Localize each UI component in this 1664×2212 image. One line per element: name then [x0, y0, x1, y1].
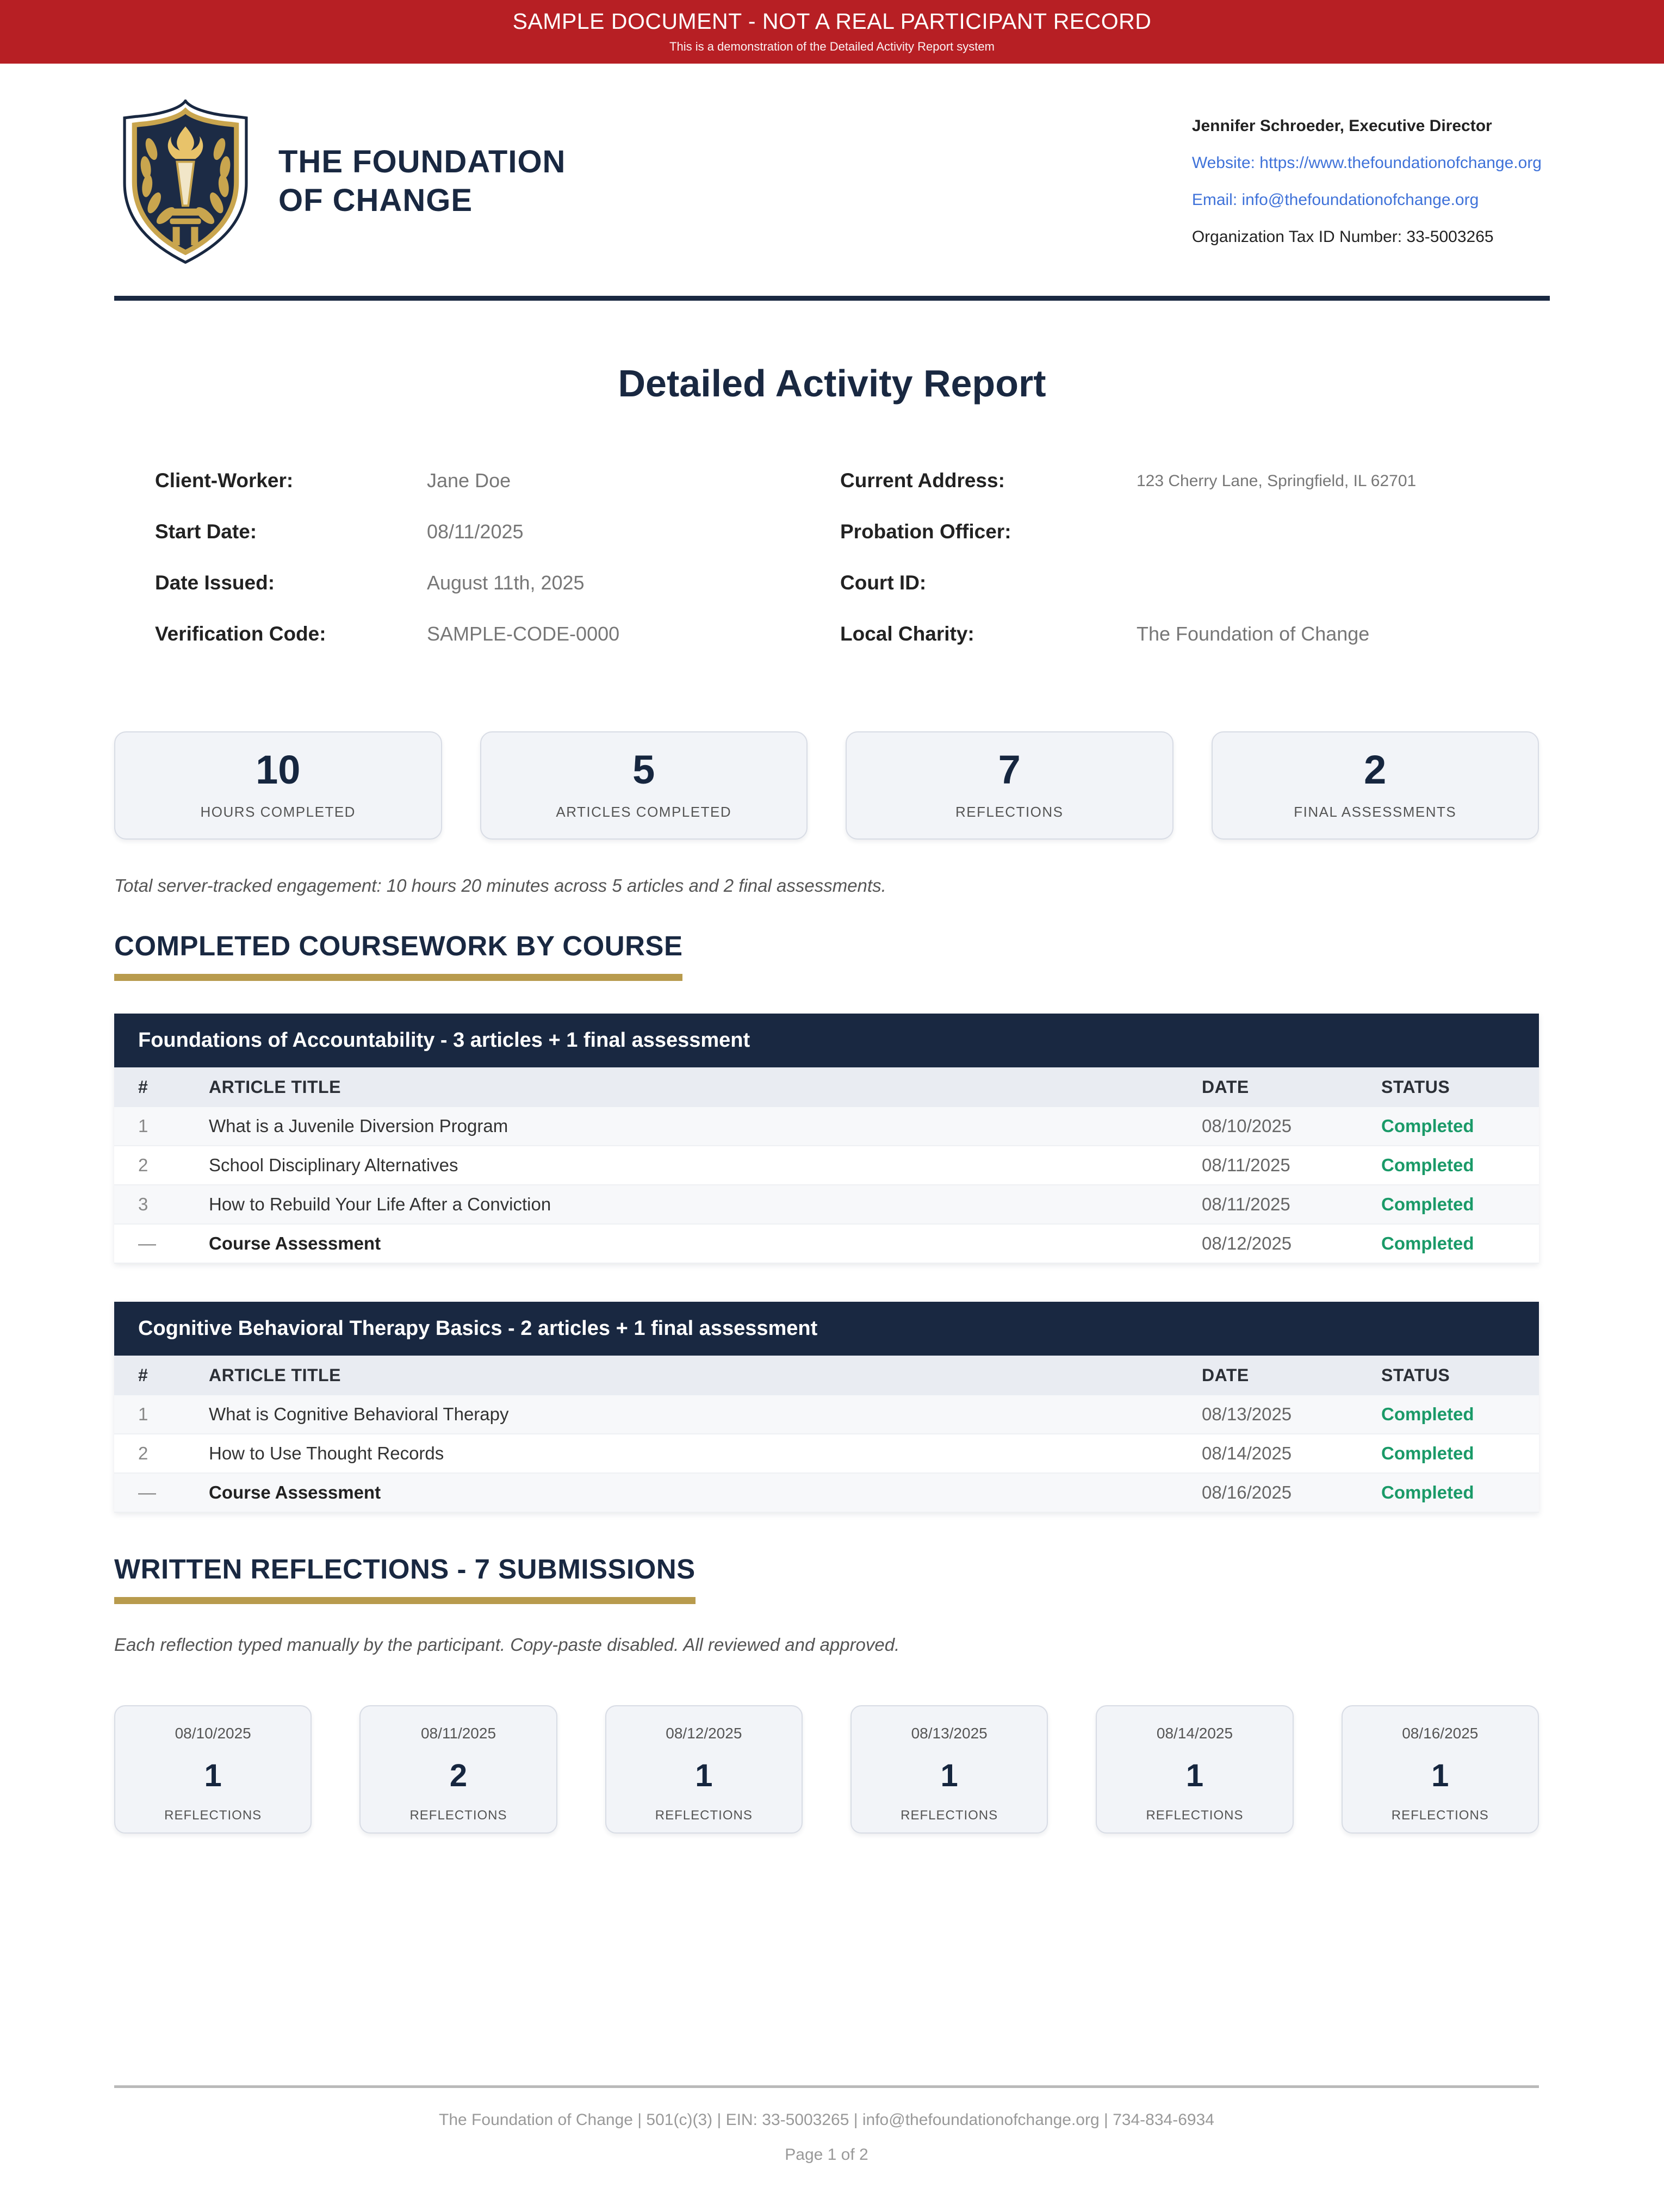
reflection-cards-row — [114, 1705, 1539, 1834]
org-brand — [114, 100, 566, 264]
reflection-count: 2 — [449, 1758, 468, 1793]
reflections-note: Each reflection typed manually by the participant. Copy-paste disabled. All reviewed and approved. — [114, 1635, 900, 1655]
field-label-start-date: Start Date: — [155, 520, 257, 543]
field-value-probation-officer — [1137, 520, 1539, 543]
reflections-section-heading: WRITTEN REFLECTIONS - 7 SUBMISSIONS — [114, 1553, 696, 1604]
engagement-note: Total server-tracked engagement: 10 hours 20 minutes across 5 articles and 2 final assessments. — [114, 875, 886, 896]
field-label-client-worker: Client-Worker: — [155, 469, 294, 492]
status-badge: Completed — [1381, 1194, 1474, 1214]
article-date: 08/13/2025 — [1202, 1404, 1292, 1424]
sample-warning-banner — [0, 0, 1664, 64]
column-header-title: ARTICLE TITLE — [209, 1077, 341, 1097]
org-contact-block — [1192, 97, 1542, 266]
reflection-date: 08/14/2025 — [1156, 1725, 1233, 1742]
article-date: 08/11/2025 — [1202, 1194, 1290, 1214]
stat-value: 10 — [256, 747, 301, 792]
document-header — [114, 97, 1542, 266]
sample-banner-title: SAMPLE DOCUMENT - NOT A REAL PARTICIPANT RECORD — [512, 9, 1152, 34]
column-header-title: ARTICLE TITLE — [209, 1365, 341, 1385]
footer-page-number: Page 1 of 2 — [785, 2146, 868, 2164]
reflection-card — [359, 1705, 557, 1834]
status-badge: Completed — [1381, 1233, 1474, 1253]
reflection-card — [605, 1705, 803, 1834]
stat-label: ARTICLES COMPLETED — [556, 804, 732, 820]
article-title: How to Rebuild Your Life After a Conviction — [209, 1194, 551, 1214]
status-badge: Completed — [1381, 1116, 1474, 1136]
article-title: What is a Juvenile Diversion Program — [209, 1116, 508, 1136]
column-header-date: DATE — [1202, 1365, 1249, 1385]
table-row — [114, 1434, 1539, 1474]
reflection-label: REFLECTIONS — [1146, 1808, 1244, 1823]
tax-id-text: Organization Tax ID Number: 33-5003265 — [1191, 228, 1494, 246]
table-row — [114, 1225, 1539, 1264]
article-date: 08/12/2025 — [1202, 1233, 1292, 1253]
row-num: — — [138, 1482, 156, 1502]
reflection-count: 1 — [204, 1758, 222, 1793]
reflection-label: REFLECTIONS — [409, 1808, 507, 1823]
row-num: 1 — [138, 1404, 148, 1424]
field-value-current-address: 123 Cherry Lane, Springfield, IL 62701 — [1137, 472, 1417, 490]
table-row — [114, 1146, 1539, 1185]
participant-info-grid — [155, 469, 1539, 645]
table-row — [114, 1107, 1539, 1146]
stat-card-hours — [114, 731, 442, 840]
row-num: 3 — [138, 1194, 148, 1214]
field-value-verification-code: SAMPLE-CODE-0000 — [427, 623, 620, 645]
status-badge: Completed — [1381, 1482, 1474, 1502]
table-row — [114, 1474, 1539, 1513]
reflection-date: 08/16/2025 — [1402, 1725, 1479, 1742]
course-title-band: Foundations of Accountability - 3 articles + 1 final assessment — [114, 1014, 1539, 1067]
reflection-date: 08/11/2025 — [420, 1725, 496, 1742]
field-value-start-date: 08/11/2025 — [427, 520, 524, 543]
reflection-card — [850, 1705, 1048, 1834]
stat-value: 2 — [1364, 747, 1387, 792]
shield-torch-logo-icon — [114, 100, 257, 264]
footer-org-info: The Foundation of Change | 501(c)(3) | EIN: 33-5003265 | info@thefoundationofchange.org | 734-834-6934 — [439, 2111, 1214, 2129]
info-column-right — [840, 469, 1539, 645]
article-date: 08/11/2025 — [1202, 1155, 1290, 1175]
director-name: Jennifer Schroeder, Executive Director — [1191, 117, 1492, 135]
stat-card-reflections — [846, 731, 1174, 840]
reflection-card — [1342, 1705, 1539, 1834]
reflection-count: 1 — [1185, 1758, 1204, 1793]
status-badge: Completed — [1381, 1155, 1474, 1175]
coursework-section-heading: COMPLETED COURSEWORK BY COURSE — [114, 930, 682, 981]
field-label-current-address: Current Address: — [840, 469, 1005, 492]
info-column-left — [155, 469, 840, 645]
sample-banner-subtitle: This is a demonstration of the Detailed Activity Report system — [669, 40, 995, 53]
field-value-local-charity: The Foundation of Change — [1137, 623, 1370, 645]
article-date: 08/16/2025 — [1202, 1482, 1292, 1502]
stat-label: HOURS COMPLETED — [200, 804, 356, 820]
field-label-verification-code: Verification Code: — [155, 623, 326, 645]
field-value-court-id — [1137, 571, 1539, 594]
org-logo-line2: OF CHANGE — [278, 183, 473, 218]
footer-divider — [114, 2085, 1539, 2088]
status-badge: Completed — [1381, 1443, 1474, 1463]
row-num: — — [138, 1233, 156, 1253]
summary-stats-row — [114, 731, 1539, 840]
course-table-foundations — [114, 1014, 1539, 1264]
row-num: 2 — [138, 1443, 148, 1463]
stat-card-assessments — [1212, 731, 1539, 840]
field-value-date-issued: August 11th, 2025 — [427, 571, 585, 594]
reflection-count: 1 — [1431, 1758, 1449, 1793]
course-assessment-title: Course Assessment — [209, 1482, 381, 1502]
reflection-count: 1 — [695, 1758, 713, 1793]
stat-card-articles — [480, 731, 808, 840]
field-label-court-id: Court ID: — [840, 571, 927, 594]
website-link[interactable]: Website: https://www.thefoundationofchange.org — [1191, 154, 1542, 172]
column-header-num: # — [138, 1365, 148, 1385]
article-date: 08/10/2025 — [1202, 1116, 1292, 1136]
article-title: How to Use Thought Records — [209, 1443, 444, 1463]
article-date: 08/14/2025 — [1202, 1443, 1292, 1463]
field-label-probation-officer: Probation Officer: — [840, 520, 1011, 543]
stat-value: 7 — [998, 747, 1021, 792]
course-assessment-title: Course Assessment — [209, 1233, 381, 1253]
reflection-date: 08/13/2025 — [911, 1725, 988, 1742]
reflection-card — [1096, 1705, 1293, 1834]
org-logo-line1: THE FOUNDATION — [278, 144, 566, 180]
reflection-count: 1 — [940, 1758, 958, 1793]
reflection-date: 08/12/2025 — [666, 1725, 742, 1742]
table-header-row — [114, 1356, 1539, 1395]
stat-label: FINAL ASSESSMENTS — [1294, 804, 1457, 820]
course-title-band: Cognitive Behavioral Therapy Basics - 2 articles + 1 final assessment — [114, 1302, 1539, 1356]
stat-label: REFLECTIONS — [955, 804, 1064, 820]
status-badge: Completed — [1381, 1404, 1474, 1424]
field-label-local-charity: Local Charity: — [840, 623, 974, 645]
table-row — [114, 1185, 1539, 1225]
reflection-label: REFLECTIONS — [655, 1808, 753, 1823]
email-link[interactable]: Email: info@thefoundationofchange.org — [1191, 191, 1479, 209]
reflection-date: 08/10/2025 — [175, 1725, 251, 1742]
page-footer — [114, 2085, 1539, 2164]
field-value-client-worker: Jane Doe — [427, 469, 511, 492]
column-header-date: DATE — [1202, 1077, 1249, 1097]
column-header-status: STATUS — [1381, 1077, 1450, 1097]
column-header-status: STATUS — [1381, 1365, 1450, 1385]
row-num: 1 — [138, 1116, 148, 1136]
table-header-row — [114, 1067, 1539, 1107]
course-table-cbt-basics — [114, 1302, 1539, 1513]
reflection-card — [114, 1705, 312, 1834]
org-logo-wordmark — [278, 143, 566, 220]
reflection-label: REFLECTIONS — [901, 1808, 998, 1823]
field-label-date-issued: Date Issued: — [155, 571, 275, 594]
header-divider — [114, 296, 1550, 301]
reflection-label: REFLECTIONS — [164, 1808, 262, 1823]
page-title: Detailed Activity Report — [618, 362, 1046, 405]
column-header-num: # — [138, 1077, 148, 1097]
table-row — [114, 1395, 1539, 1434]
article-title: What is Cognitive Behavioral Therapy — [209, 1404, 509, 1424]
reflection-label: REFLECTIONS — [1391, 1808, 1489, 1823]
row-num: 2 — [138, 1155, 148, 1175]
article-title: School Disciplinary Alternatives — [209, 1155, 458, 1175]
stat-value: 5 — [632, 747, 655, 792]
